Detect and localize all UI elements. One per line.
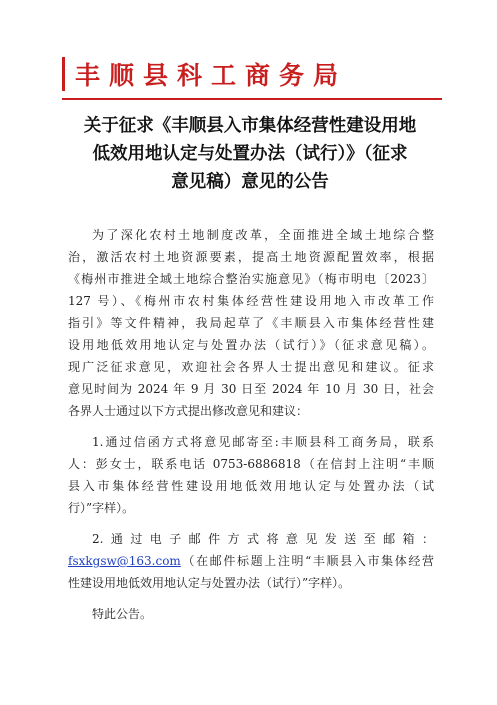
body-line: 为了深化农村土地制度改革，全面推进全域土地综合整 — [92, 228, 434, 242]
body-line: 2.通过电子邮件方式将意见发送至邮箱： — [92, 532, 434, 546]
letterhead-bar — [62, 57, 65, 91]
letterhead-rule — [62, 98, 442, 100]
paragraph-mail — [68, 431, 434, 519]
title-line-3: 意见稿）意见的公告 — [171, 172, 329, 192]
body-line: 人：彭女士，联系电话 0753-6886818（在信封上注明“丰顺 — [68, 457, 434, 471]
body-line: 性建设用地低效用地认定与处置办法（试行）”字样）。 — [68, 576, 351, 590]
body-line: 县入市集体经营性建设用地低效用地认定与处置办法（试 — [68, 479, 434, 493]
paragraph-closing — [68, 603, 434, 625]
document-title — [56, 112, 444, 196]
letterhead — [62, 52, 347, 96]
body-line-email — [68, 550, 434, 572]
body-text: （在邮件标题上注明“丰顺县入市集体经营 — [180, 554, 434, 568]
closing-text: 特此公告。 — [92, 607, 153, 621]
body-line: 《梅州市推进全域土地综合整治实施意见》（梅市明电〔2023〕 — [68, 272, 434, 286]
body-line: 1.通过信函方式将意见邮寄至:丰顺县科工商务局，联系 — [92, 435, 434, 449]
body-line: 127 号）、《梅州市农村集体经营性建设用地入市改革工作 — [68, 294, 434, 308]
letterhead-title: 丰顺县科工商务局 — [75, 61, 348, 90]
paragraph-email — [68, 528, 434, 594]
body-line: 意见时间为 2024 年 9 月 30 日至 2024 年 10 月 30 日，社会 — [68, 382, 434, 396]
body-line: 治，激活农村土地资源要素，提高土地资源配置效率，根据 — [68, 250, 434, 264]
title-line-2: 低效用地认定与处置办法（试行）》（征求 — [92, 144, 408, 164]
document-body — [68, 224, 434, 634]
body-line: 行）”字样）。 — [68, 501, 135, 515]
body-line: 各界人士通过以下方式提出修改意见和建议： — [68, 404, 309, 418]
body-line: 现广泛征求意见，欢迎社会各界人士提出意见和建议。征求 — [68, 360, 434, 374]
paragraph-intro — [68, 224, 434, 422]
title-line-1: 关于征求《丰顺县入市集体经营性建设用地 — [83, 116, 417, 136]
body-line: 设用地低效用地认定与处置办法（试行）》（征求意见稿）。 — [68, 338, 434, 352]
body-line: 指引》等文件精神，我局起草了《丰顺县入市集体经营性建 — [68, 316, 434, 330]
email-link[interactable]: fsxkgsw@163.com — [68, 554, 181, 568]
